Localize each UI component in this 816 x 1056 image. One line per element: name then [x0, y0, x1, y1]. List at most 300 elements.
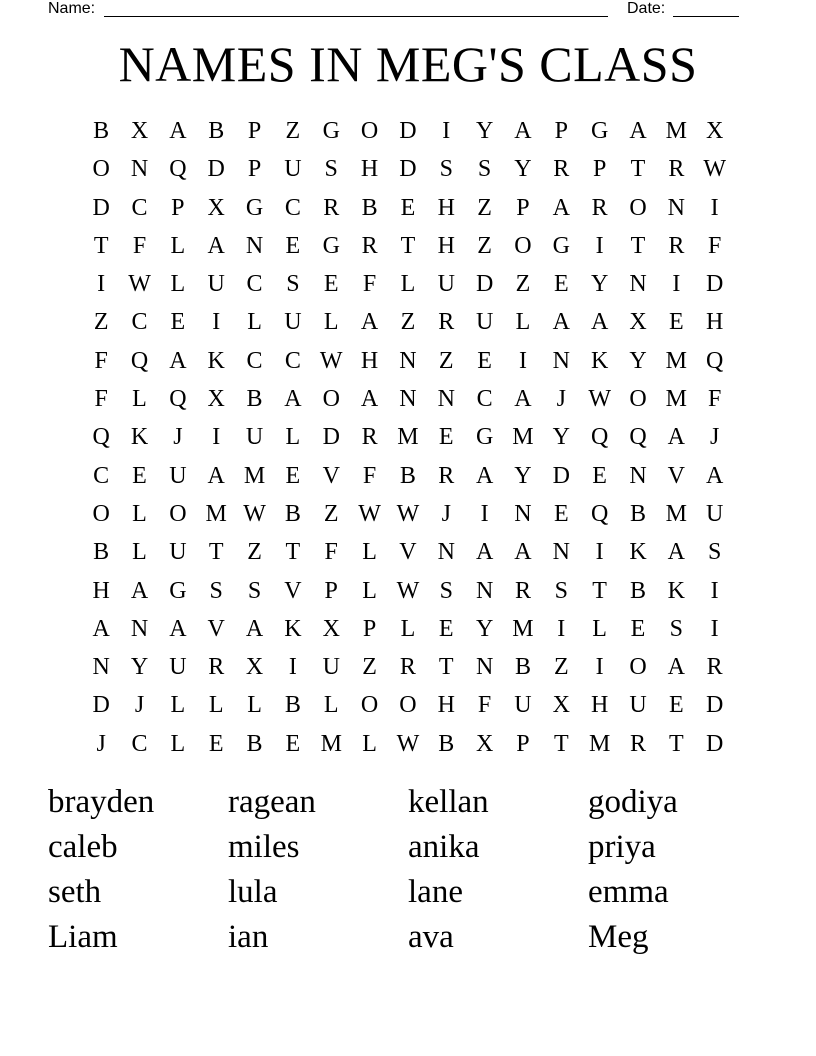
grid-letter[interactable]: R	[361, 424, 378, 451]
grid-letter[interactable]: I	[710, 577, 719, 604]
grid-letter[interactable]: F	[94, 347, 108, 374]
word-list	[48, 780, 768, 960]
grid-letter[interactable]: B	[246, 730, 263, 757]
grid-letter[interactable]: I	[710, 615, 719, 642]
grid-letter[interactable]: D	[552, 462, 570, 489]
grid-letter[interactable]: M	[665, 118, 687, 144]
grid-letter[interactable]: N	[399, 386, 417, 413]
grid-letter[interactable]: S	[209, 577, 223, 604]
grid-letter[interactable]: Z	[93, 309, 109, 336]
grid-letter[interactable]: E	[553, 500, 569, 527]
grid-letter[interactable]: Z	[362, 654, 377, 681]
grid-letter[interactable]: X	[207, 386, 225, 413]
grid-letter[interactable]: Q	[590, 424, 609, 451]
grid-letter[interactable]: U	[437, 271, 455, 298]
grid-letter[interactable]: T	[285, 539, 301, 566]
grid-letter[interactable]: N	[475, 577, 494, 604]
grid-letter[interactable]: U	[284, 156, 302, 183]
grid-letter[interactable]: X	[552, 692, 570, 719]
grid-letter[interactable]: E	[132, 462, 147, 489]
grid-letter[interactable]: A	[590, 309, 609, 336]
grid-letter[interactable]: Y	[475, 118, 494, 144]
grid-letter[interactable]: W	[243, 500, 266, 527]
grid-letter[interactable]: B	[629, 500, 646, 527]
grid-letter[interactable]: O	[92, 156, 110, 183]
grid-letter[interactable]: O	[92, 500, 110, 527]
grid-letter[interactable]: E	[668, 309, 684, 336]
grid-letter[interactable]: R	[399, 654, 416, 681]
grid-letter[interactable]: M	[512, 615, 534, 642]
grid-letter[interactable]: B	[438, 730, 455, 757]
grid-letter[interactable]: U	[629, 692, 647, 719]
grid-letter[interactable]: W	[396, 730, 420, 757]
grid-letter[interactable]: S	[439, 156, 453, 183]
grid-letter[interactable]: A	[169, 118, 187, 144]
grid-letter[interactable]: M	[205, 500, 227, 527]
grid-letter[interactable]: L	[515, 309, 531, 336]
grid-letter[interactable]: E	[400, 194, 416, 221]
grid-letter[interactable]: N	[667, 194, 685, 221]
grid-letter[interactable]: N	[92, 654, 110, 681]
grid-letter[interactable]: X	[130, 118, 149, 144]
grid-letter[interactable]: L	[208, 692, 224, 719]
grid-letter[interactable]: R	[668, 156, 685, 183]
grid-letter[interactable]: Q	[92, 424, 110, 451]
grid-letter[interactable]: O	[360, 118, 379, 144]
grid-letter[interactable]: G	[552, 232, 570, 259]
grid-letter[interactable]: W	[396, 577, 420, 604]
grid-letter[interactable]: F	[324, 539, 338, 566]
grid-letter[interactable]: E	[285, 232, 301, 259]
grid-letter[interactable]: S	[247, 577, 262, 604]
grid-letter[interactable]: B	[93, 118, 110, 144]
grid-letter[interactable]: N	[399, 347, 417, 374]
grid-letter[interactable]: C	[131, 194, 148, 221]
grid-letter[interactable]: Q	[130, 347, 149, 374]
grid-letter[interactable]: A	[514, 539, 532, 566]
grid-letter[interactable]: A	[92, 615, 110, 642]
grid-letter[interactable]: E	[592, 462, 607, 489]
grid-letter[interactable]: V	[667, 462, 685, 489]
grid-letter[interactable]: Z	[285, 118, 301, 144]
grid-letter[interactable]: M	[397, 424, 419, 451]
grid-letter[interactable]: B	[361, 194, 378, 221]
grid-letter[interactable]: I	[442, 118, 451, 144]
grid-letter[interactable]: M	[512, 424, 534, 451]
grid-letter[interactable]: N	[629, 462, 647, 489]
grid-letter[interactable]: Y	[514, 462, 532, 489]
grid-letter[interactable]: T	[208, 539, 224, 566]
grid-letter[interactable]: U	[322, 654, 340, 681]
grid-letter[interactable]: D	[399, 156, 417, 183]
grid-letter[interactable]: Y	[514, 156, 532, 183]
grid-letter[interactable]: C	[284, 194, 301, 221]
grid-letter[interactable]: G	[322, 118, 340, 144]
grid-letter[interactable]: C	[131, 730, 148, 757]
grid-letter[interactable]: P	[516, 194, 530, 221]
grid-letter[interactable]: A	[207, 232, 225, 259]
grid-letter[interactable]: Y	[629, 347, 647, 374]
grid-letter[interactable]: A	[629, 118, 647, 144]
grid-letter[interactable]: F	[362, 271, 377, 298]
grid-letter[interactable]: G	[245, 194, 264, 221]
grid-letter[interactable]: H	[437, 232, 455, 259]
grid-letter[interactable]: C	[246, 271, 263, 298]
grid-letter[interactable]: I	[480, 500, 489, 527]
grid-letter[interactable]: U	[284, 309, 302, 336]
grid-letter[interactable]: R	[514, 577, 531, 604]
grid-letter[interactable]: B	[399, 462, 416, 489]
grid-letter[interactable]: G	[590, 118, 609, 144]
grid-letter[interactable]: L	[170, 271, 186, 298]
grid-letter[interactable]: B	[629, 577, 646, 604]
grid-letter[interactable]: B	[284, 692, 301, 719]
grid-letter[interactable]: E	[170, 309, 186, 336]
grid-letter[interactable]: U	[514, 692, 532, 719]
grid-letter[interactable]: I	[595, 539, 604, 566]
grid-letter[interactable]: L	[362, 577, 377, 604]
grid-letter[interactable]: A	[284, 386, 302, 413]
grid-letter[interactable]: H	[437, 692, 455, 719]
grid-letter[interactable]: P	[247, 156, 262, 183]
grid-letter[interactable]: L	[247, 692, 262, 719]
grid-letter[interactable]: C	[476, 386, 493, 413]
grid-letter[interactable]: Z	[477, 194, 492, 221]
grid-letter[interactable]: I	[595, 654, 604, 681]
grid-letter[interactable]: A	[514, 386, 532, 413]
grid-letter[interactable]: E	[553, 271, 569, 298]
grid-letter[interactable]: A	[169, 347, 187, 374]
grid-row	[82, 380, 734, 418]
grid-letter[interactable]: D	[706, 271, 724, 298]
grid-letter[interactable]: C	[246, 347, 263, 374]
grid-letter[interactable]: S	[439, 577, 453, 604]
grid-letter[interactable]: S	[286, 271, 300, 298]
grid-letter[interactable]: S	[477, 156, 492, 183]
grid-letter[interactable]: W	[703, 156, 726, 183]
grid-letter[interactable]: I	[288, 654, 297, 681]
grid-letter[interactable]: L	[362, 539, 377, 566]
grid-letter[interactable]: T	[630, 232, 646, 259]
grid-letter[interactable]: H	[437, 194, 455, 221]
date-blank-line[interactable]	[673, 16, 739, 17]
grid-letter[interactable]: V	[284, 577, 302, 604]
grid-letter[interactable]: R	[323, 194, 340, 221]
grid-letter[interactable]: D	[92, 692, 110, 719]
grid-letter[interactable]: S	[554, 577, 568, 604]
word-list-item: ava	[408, 919, 454, 955]
grid-letter[interactable]: I	[595, 232, 604, 259]
grid-letter[interactable]: A	[245, 615, 264, 642]
grid-letter[interactable]: A	[169, 615, 187, 642]
grid-letter[interactable]: C	[131, 309, 148, 336]
grid-letter[interactable]: N	[130, 615, 149, 642]
grid-letter[interactable]: A	[706, 462, 724, 489]
grid-letter[interactable]: U	[706, 500, 724, 527]
grid-letter[interactable]: T	[553, 730, 569, 757]
grid-letter[interactable]: Z	[477, 232, 492, 259]
grid-letter[interactable]: R	[553, 156, 570, 183]
grid-letter[interactable]: B	[93, 539, 110, 566]
grid-letter[interactable]: W	[128, 271, 151, 298]
grid-letter[interactable]: A	[514, 118, 532, 144]
grid-letter[interactable]: X	[706, 118, 724, 144]
grid-letter[interactable]: U	[245, 424, 264, 451]
grid-row	[82, 112, 734, 150]
grid-letter[interactable]: K	[284, 615, 302, 642]
grid-letter[interactable]: Q	[169, 156, 187, 183]
grid-letter[interactable]: N	[514, 500, 532, 527]
grid-letter[interactable]: M	[665, 386, 687, 413]
grid-letter[interactable]: F	[362, 462, 377, 489]
grid-letter[interactable]: J	[134, 692, 145, 719]
grid-letter[interactable]: A	[667, 654, 685, 681]
grid-letter[interactable]: M	[320, 730, 342, 757]
grid-letter[interactable]: X	[322, 615, 340, 642]
grid-letter[interactable]: H	[360, 347, 379, 374]
grid-letter[interactable]: P	[516, 730, 530, 757]
grid-letter[interactable]: L	[170, 730, 186, 757]
grid-letter[interactable]: O	[399, 692, 417, 719]
grid-letter[interactable]: L	[132, 539, 147, 566]
word-list-item: ragean	[228, 784, 316, 820]
grid-letter[interactable]: P	[554, 118, 568, 144]
grid-letter[interactable]: Z	[323, 500, 339, 527]
grid-letter[interactable]: L	[247, 309, 262, 336]
grid-letter[interactable]: V	[322, 462, 340, 489]
grid-letter[interactable]: F	[707, 386, 722, 413]
grid-letter[interactable]: M	[243, 462, 266, 489]
grid-letter[interactable]: R	[438, 309, 455, 336]
grid-letter[interactable]: L	[170, 692, 186, 719]
grid-letter[interactable]: T	[630, 156, 646, 183]
grid-letter[interactable]: B	[246, 386, 263, 413]
grid-letter[interactable]: S	[707, 539, 722, 566]
grid-letter[interactable]: L	[362, 730, 377, 757]
grid-letter[interactable]: A	[667, 424, 685, 451]
grid-row	[82, 610, 734, 648]
grid-letter[interactable]: O	[629, 654, 647, 681]
grid-letter[interactable]: Q	[169, 386, 187, 413]
grid-letter[interactable]: R	[208, 654, 225, 681]
grid-letter[interactable]: L	[592, 615, 607, 642]
grid-letter[interactable]: E	[285, 730, 301, 757]
grid-letter[interactable]: L	[400, 615, 416, 642]
grid-letter[interactable]: I	[97, 271, 106, 298]
grid-letter[interactable]: T	[438, 654, 454, 681]
grid-letter[interactable]: Z	[515, 271, 531, 298]
grid-letter[interactable]: V	[207, 615, 225, 642]
grid-letter[interactable]: X	[207, 194, 225, 221]
grid-letter[interactable]: J	[556, 386, 566, 413]
grid-letter[interactable]: A	[667, 539, 685, 566]
grid-letter[interactable]: U	[207, 271, 225, 298]
grid-letter[interactable]: J	[710, 424, 720, 451]
grid-letter[interactable]: E	[208, 730, 224, 757]
grid-letter[interactable]: W	[319, 347, 343, 374]
grid-letter[interactable]: E	[630, 615, 646, 642]
grid-letter[interactable]: O	[169, 500, 187, 527]
grid-letter[interactable]: A	[552, 309, 570, 336]
grid-letter[interactable]: V	[399, 539, 417, 566]
grid-letter[interactable]: A	[360, 309, 379, 336]
grid-letter[interactable]: N	[552, 347, 570, 374]
grid-letter[interactable]: T	[668, 730, 684, 757]
grid-letter[interactable]: W	[396, 500, 420, 527]
grid-letter[interactable]: F	[707, 232, 722, 259]
grid-letter[interactable]: H	[590, 692, 609, 719]
grid-letter[interactable]: X	[475, 730, 494, 757]
grid-letter[interactable]: T	[400, 232, 416, 259]
grid-letter[interactable]: A	[475, 539, 494, 566]
grid-letter[interactable]: N	[437, 539, 455, 566]
grid-letter[interactable]: A	[360, 386, 379, 413]
grid-letter[interactable]: D	[706, 730, 724, 757]
grid-letter[interactable]: O	[360, 692, 379, 719]
grid-letter[interactable]: U	[169, 539, 187, 566]
grid-letter[interactable]: D	[322, 424, 340, 451]
grid-letter[interactable]: R	[668, 232, 685, 259]
page-title: NAMES IN MEG'S CLASS	[118, 36, 698, 92]
grid-letter[interactable]: R	[706, 654, 723, 681]
grid-letter[interactable]: D	[475, 271, 494, 298]
grid-letter[interactable]: C	[93, 462, 110, 489]
grid-letter[interactable]: P	[171, 194, 185, 221]
grid-letter[interactable]: Z	[400, 309, 416, 336]
grid-letter[interactable]: E	[438, 615, 454, 642]
grid-letter[interactable]: I	[212, 424, 221, 451]
grid-letter[interactable]: N	[629, 271, 647, 298]
grid-letter[interactable]: Z	[553, 654, 569, 681]
grid-letter[interactable]: W	[358, 500, 381, 527]
grid-letter[interactable]: D	[706, 692, 724, 719]
grid-letter[interactable]: L	[400, 271, 416, 298]
grid-letter[interactable]: Y	[475, 615, 494, 642]
grid-letter[interactable]: N	[130, 156, 149, 183]
grid-letter[interactable]: R	[438, 462, 455, 489]
grid-letter[interactable]: S	[669, 615, 683, 642]
grid-letter[interactable]: N	[437, 386, 455, 413]
grid-letter[interactable]: J	[173, 424, 183, 451]
grid-letter[interactable]: E	[323, 271, 339, 298]
grid-letter[interactable]: P	[592, 156, 607, 183]
grid-letter[interactable]: I	[557, 615, 566, 642]
grid-letter[interactable]: Y	[590, 271, 609, 298]
grid-letter[interactable]: G	[475, 424, 494, 451]
grid-letter[interactable]: L	[323, 309, 339, 336]
grid-letter[interactable]: R	[591, 194, 608, 221]
grid-letter[interactable]: L	[132, 500, 147, 527]
grid-letter[interactable]: N	[245, 232, 264, 259]
grid-letter[interactable]: Q	[706, 347, 724, 374]
grid-letter[interactable]: D	[207, 156, 225, 183]
grid-letter[interactable]: O	[514, 232, 532, 259]
grid-letter[interactable]: X	[629, 309, 647, 336]
grid-letter[interactable]: K	[667, 577, 685, 604]
grid-letter[interactable]: F	[477, 692, 492, 719]
grid-letter[interactable]: R	[361, 232, 378, 259]
grid-letter[interactable]: M	[665, 500, 687, 527]
grid-letter[interactable]: E	[285, 462, 301, 489]
grid-letter[interactable]: I	[672, 271, 681, 298]
grid-letter[interactable]: E	[438, 424, 454, 451]
grid-letter[interactable]: L	[285, 424, 301, 451]
grid-letter[interactable]: D	[399, 118, 417, 144]
grid-letter[interactable]: A	[207, 462, 225, 489]
grid-letter[interactable]: N	[475, 654, 494, 681]
grid-letter[interactable]: A	[552, 194, 570, 221]
grid-letter[interactable]: I	[710, 194, 719, 221]
grid-letter[interactable]: T	[592, 577, 607, 604]
grid-letter[interactable]: O	[629, 194, 647, 221]
grid-letter[interactable]: Z	[438, 347, 454, 374]
grid-letter[interactable]: Z	[247, 539, 262, 566]
grid-letter[interactable]: O	[322, 386, 340, 413]
grid-letter[interactable]: E	[477, 347, 492, 374]
grid-letter[interactable]: K	[130, 424, 149, 451]
grid-letter[interactable]: P	[362, 615, 377, 642]
grid-letter[interactable]: I	[518, 347, 527, 374]
grid-letter[interactable]: Y	[552, 424, 570, 451]
grid-letter[interactable]: S	[324, 156, 338, 183]
grid-letter[interactable]: T	[93, 232, 109, 259]
grid-letter[interactable]: M	[588, 730, 611, 757]
grid-letter[interactable]: K	[629, 539, 647, 566]
grid-letter[interactable]: K	[590, 347, 609, 374]
grid-letter[interactable]: A	[130, 577, 149, 604]
grid-letter[interactable]: P	[324, 577, 338, 604]
word-list-row	[48, 915, 768, 960]
grid-letter[interactable]: B	[208, 118, 225, 144]
grid-letter[interactable]: F	[132, 232, 147, 259]
grid-letter[interactable]: H	[92, 577, 110, 604]
grid-letter[interactable]: L	[132, 386, 147, 413]
grid-letter[interactable]: U	[169, 654, 187, 681]
grid-letter[interactable]: G	[169, 577, 187, 604]
grid-letter[interactable]: U	[169, 462, 187, 489]
grid-letter[interactable]: I	[212, 309, 221, 336]
grid-letter[interactable]: X	[245, 654, 264, 681]
grid-letter[interactable]: E	[668, 692, 684, 719]
grid-letter[interactable]: N	[552, 539, 570, 566]
grid-letter[interactable]: H	[360, 156, 379, 183]
grid-letter[interactable]: K	[207, 347, 225, 374]
grid-letter[interactable]: L	[323, 692, 339, 719]
grid-letter[interactable]: R	[629, 730, 646, 757]
grid-letter[interactable]: C	[284, 347, 301, 374]
grid-letter[interactable]: J	[96, 730, 106, 757]
grid-letter[interactable]: B	[284, 500, 301, 527]
grid-letter[interactable]: H	[706, 309, 724, 336]
grid-letter[interactable]: G	[322, 232, 340, 259]
word-list-item: miles	[228, 829, 300, 865]
grid-letter[interactable]: W	[588, 386, 611, 413]
grid-letter[interactable]: F	[94, 386, 108, 413]
grid-letter[interactable]: A	[475, 462, 494, 489]
grid-letter[interactable]: Q	[590, 500, 609, 527]
grid-letter[interactable]: Y	[130, 654, 149, 681]
name-blank-line[interactable]	[104, 16, 608, 17]
grid-letter[interactable]: O	[629, 386, 647, 413]
grid-letter[interactable]: Q	[629, 424, 647, 451]
grid-letter[interactable]: P	[247, 118, 262, 144]
grid-letter[interactable]: J	[441, 500, 451, 527]
grid-letter[interactable]: D	[92, 194, 110, 221]
grid-letter[interactable]: L	[170, 232, 186, 259]
grid-letter[interactable]: M	[665, 347, 687, 374]
grid-letter[interactable]: U	[475, 309, 494, 336]
grid-letter[interactable]: B	[514, 654, 531, 681]
